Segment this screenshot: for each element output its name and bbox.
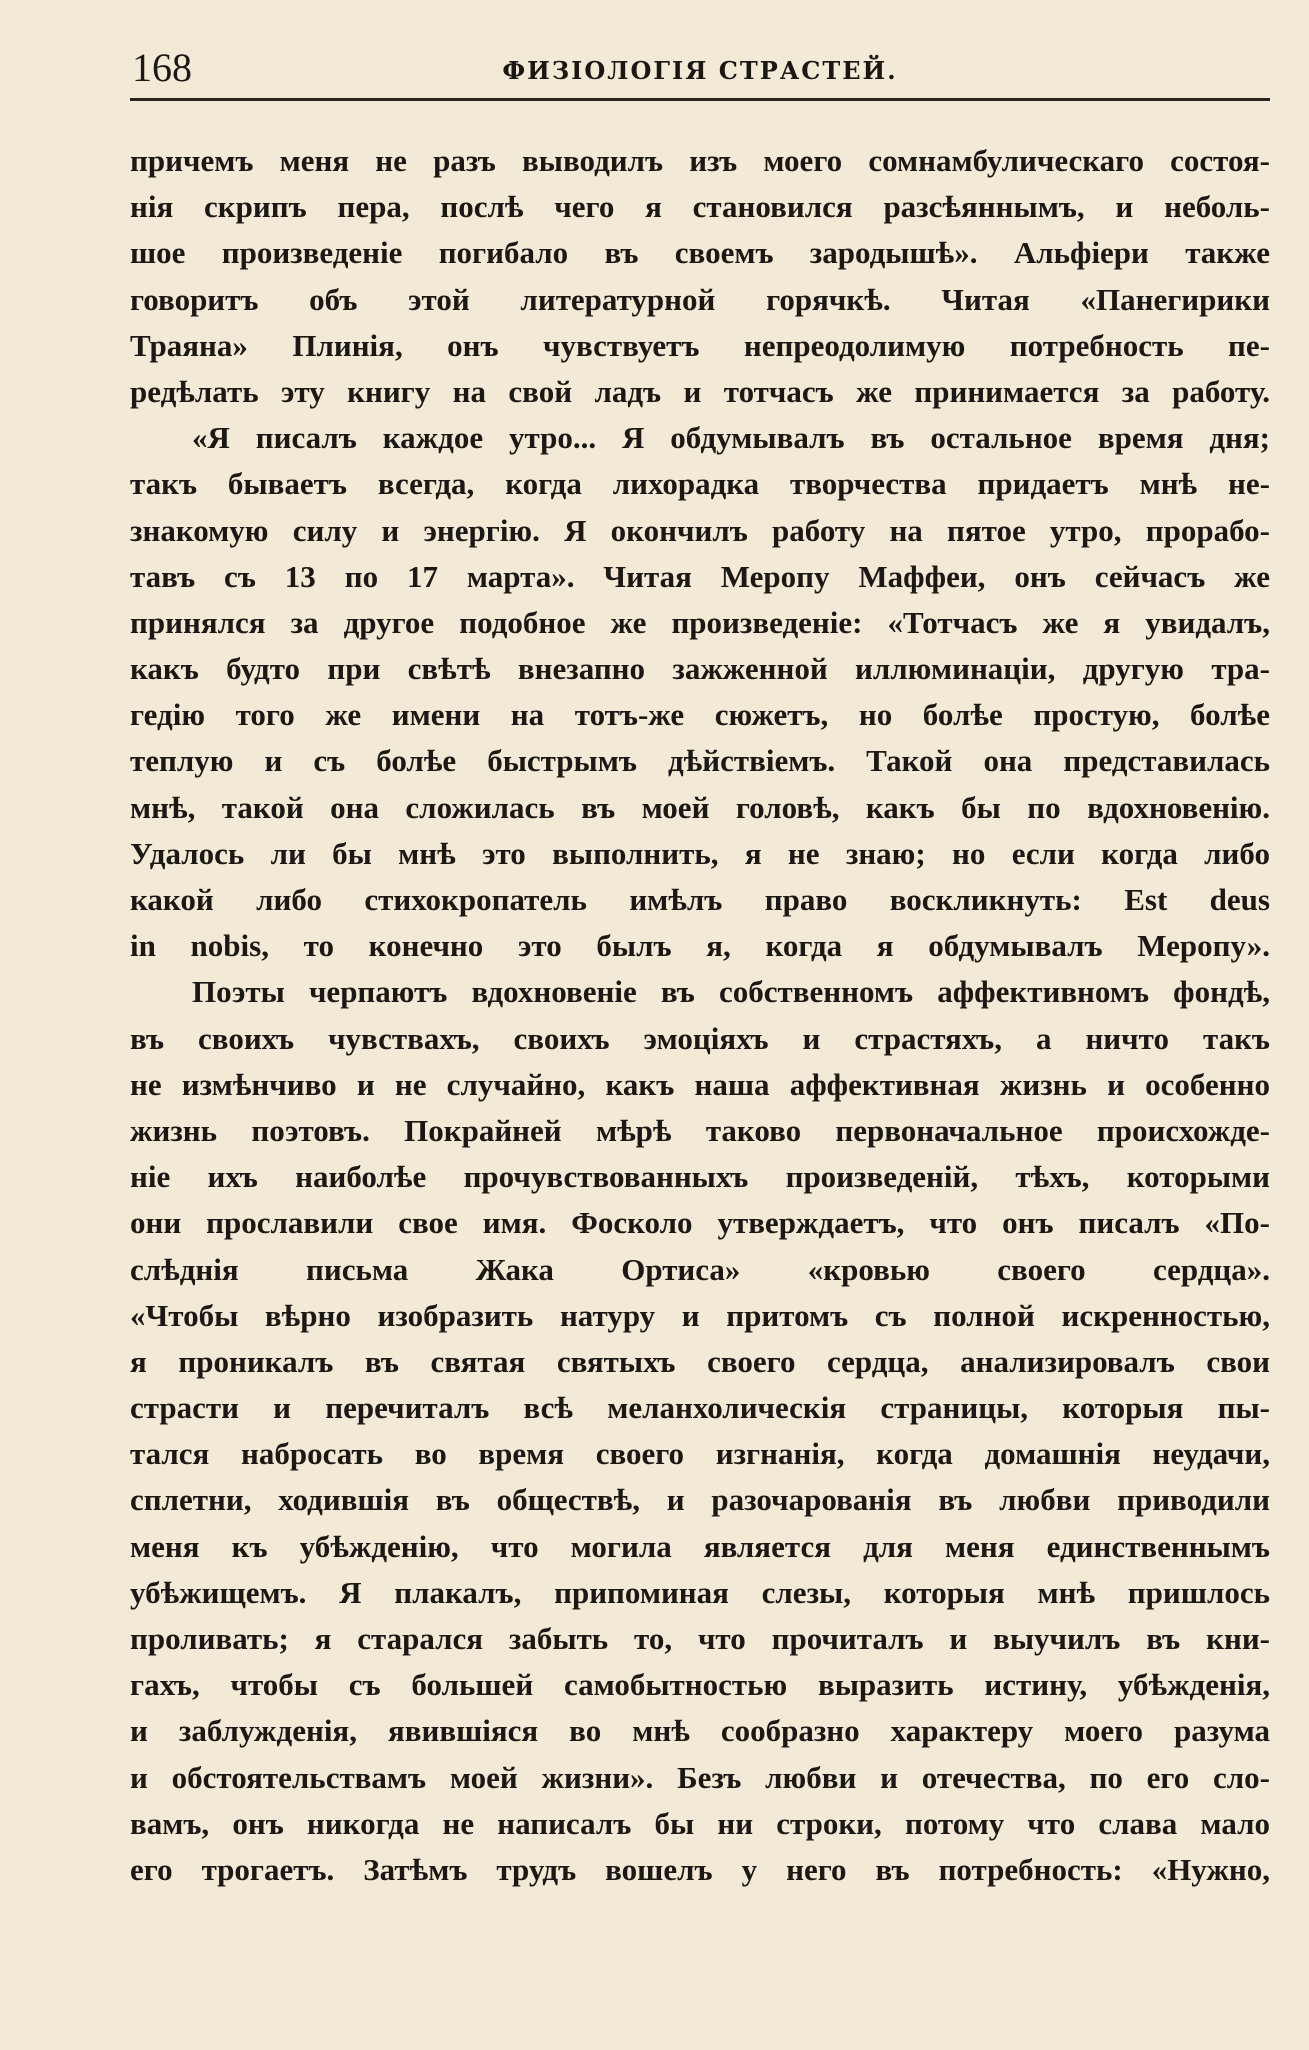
text-line: его трогаетъ. Затѣмъ трудъ вошелъ у него въ потребность: «Нужно,	[130, 1851, 1270, 1887]
text-line: нія скрипъ пера, послѣ чего я становился разсѣяннымъ, и неболь-	[130, 189, 1270, 225]
text-line: Траяна» Плинія, онъ чувствуетъ непреодолимую потребность пе-	[130, 327, 1270, 363]
running-title: ФИЗІОЛОГІЯ СТРАСТЕЙ.	[502, 56, 898, 85]
text-line: тался набросать во время своего изгнанія, когда домашнія неудачи,	[130, 1436, 1270, 1472]
text-line: я проникалъ въ святая святыхъ своего сердца, анализировалъ свои	[130, 1343, 1270, 1379]
text-line: какъ будто при свѣтѣ внезапно зажженной иллюминаціи, другую тра-	[130, 651, 1270, 687]
text-line: слѣднія письма Жака Ортиса» «кровью своего сердца».	[130, 1251, 1270, 1287]
text-line: мнѣ, такой она сложилась въ моей головѣ, какъ бы по вдохновенію.	[130, 789, 1270, 825]
text-line: причемъ меня не разъ выводилъ изъ моего сомнамбулическаго состоя-	[130, 143, 1270, 178]
text-line: въ своихъ чувствахъ, своихъ эмоціяхъ и страстяхъ, а ничто такъ	[130, 1020, 1270, 1056]
text-line: страсти и перечиталъ всѣ меланхолическія страницы, которыя пы-	[130, 1390, 1270, 1426]
text-line: они прославили свое имя. Фосколо утверждаетъ, что онъ писалъ «По-	[130, 1205, 1270, 1241]
text-line: шое произведеніе погибало въ своемъ зародышѣ». Альфіери также	[130, 235, 1270, 271]
text-line: убѣжищемъ. Я плакалъ, припоминая слезы, которыя мнѣ пришлось	[130, 1574, 1270, 1610]
running-head	[130, 44, 1270, 101]
text-line: Поэты черпаютъ вдохновеніе въ собственномъ аффективномъ фондѣ,	[192, 974, 1270, 1010]
text-line: сплетни, ходившія въ обществѣ, и разочарованія въ любви приводили	[130, 1482, 1270, 1518]
text-line: и обстоятельствамъ моей жизни». Безъ любви и отечества, по его сло-	[130, 1759, 1270, 1795]
text-line: «Я писалъ каждое утро... Я обдумывалъ въ остальное время дня;	[192, 420, 1270, 456]
text-line: жизнь поэтовъ. Покрайней мѣрѣ таково первоначальное происхожде-	[130, 1112, 1270, 1148]
text-line: ніе ихъ наиболѣе прочувствованныхъ произведеній, тѣхъ, которыми	[130, 1159, 1270, 1195]
text-line: какой либо стихокропатель имѣлъ право воскликнуть: Est deus	[130, 882, 1270, 917]
text-line: Удалось ли бы мнѣ это выполнить, я не знаю; но если когда либо	[130, 835, 1270, 871]
text-line: проливать; я старался забыть то, что прочиталъ и выучилъ въ кни-	[130, 1621, 1270, 1656]
text-line: такъ бываетъ всегда, когда лихорадка творчества придаетъ мнѣ не-	[130, 466, 1270, 502]
page-number: 168	[132, 45, 192, 90]
text-line: «Чтобы вѣрно изобразить натуру и притомъ съ полной искренностью,	[130, 1297, 1270, 1333]
text-line: не измѣнчиво и не случайно, какъ наша аффективная жизнь и особенно	[130, 1066, 1270, 1102]
text-line: теплую и съ болѣе быстрымъ дѣйствіемъ. Такой она представилась	[130, 743, 1270, 779]
text-line: гахъ, чтобы съ большей самобытностью выразить истину, убѣжденія,	[130, 1667, 1270, 1703]
text-line: меня къ убѣжденію, что могила является для меня единственнымъ	[130, 1528, 1270, 1564]
text-line: редѣлать эту книгу на свой ладъ и тотчасъ же принимается за работу.	[130, 373, 1270, 409]
text-line: вамъ, онъ никогда не написалъ бы ни строки, потому что слава мало	[130, 1805, 1270, 1841]
text-line: и заблужденія, явившіяся во мнѣ сообразно характеру моего разума	[130, 1713, 1270, 1749]
text-line: принялся за другое подобное же произведеніе: «Тотчасъ же я увидалъ,	[130, 604, 1270, 640]
text-line: тавъ съ 13 по 17 марта». Читая Меропу Маффеи, онъ сейчасъ же	[130, 558, 1270, 594]
text-line: гедію того же имени на тотъ-же сюжетъ, но болѣе простую, болѣе	[130, 697, 1270, 733]
text-line: знакомую силу и энергію. Я окончилъ работу на пятое утро, прорабо-	[130, 512, 1270, 548]
body-text	[130, 138, 1270, 1893]
text-line: in nobis, то конечно это былъ я, когда я обдумывалъ Меропу».	[130, 928, 1270, 964]
text-line: говоритъ объ этой литературной горячкѣ. Читая «Панегирики	[130, 281, 1270, 317]
